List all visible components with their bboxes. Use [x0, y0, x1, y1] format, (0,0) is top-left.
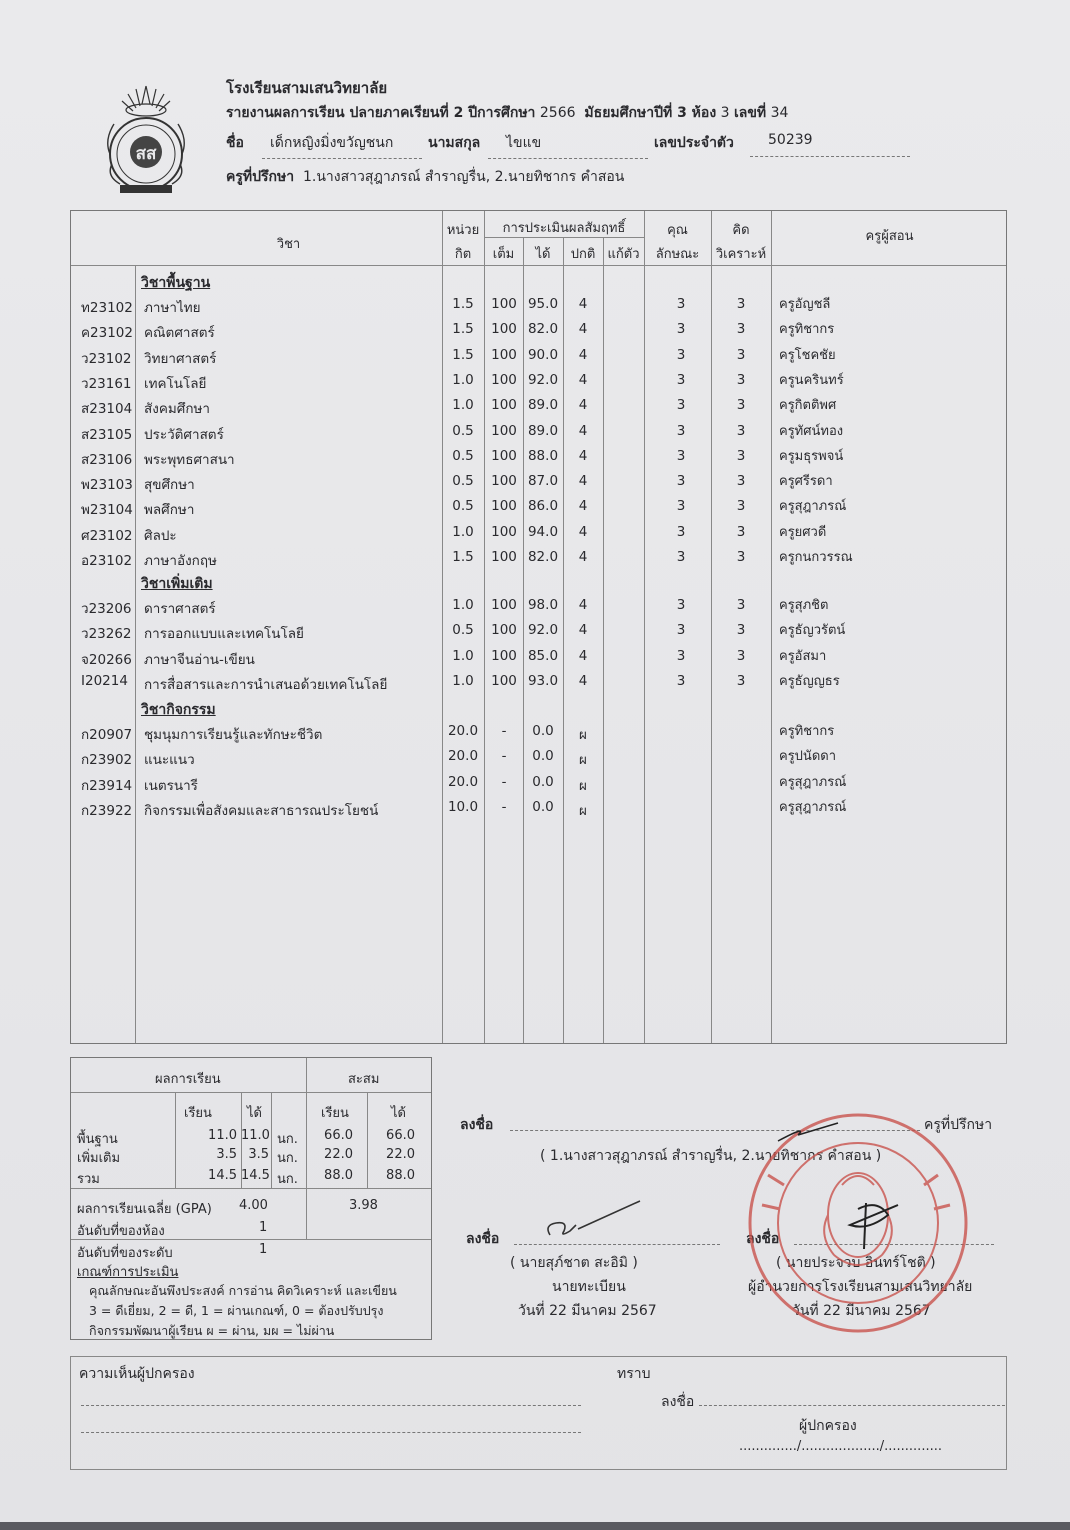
row-full-score: - — [501, 798, 507, 815]
row-full-score: 100 — [491, 672, 517, 689]
row-character: 3 — [676, 523, 686, 540]
row-teacher: ครูทัศน์ทอง — [779, 423, 844, 439]
row-character: 3 — [676, 622, 686, 639]
summary-learn: 11.0 — [208, 1128, 237, 1143]
parent-opinion-box — [70, 1356, 1007, 1470]
row-teacher: ครูทิชากร — [779, 724, 835, 739]
row-credit: 0.5 — [452, 622, 474, 639]
summary-got: 14.5 — [241, 1168, 270, 1183]
row-credit: 1.5 — [452, 346, 474, 363]
row-thinking: 3 — [736, 447, 746, 464]
section-activity: วิชากิจกรรม — [141, 702, 216, 718]
header-teacher: ครูผู้สอน — [865, 229, 914, 244]
table-row — [71, 498, 1006, 520]
gpa-value: 4.00 — [239, 1198, 268, 1213]
row-thinking: 3 — [736, 397, 746, 414]
row-grade: ผ — [579, 802, 587, 819]
row-grade: 4 — [578, 447, 588, 464]
row-subject-name: แนะแนว — [144, 752, 195, 769]
director-role: ผู้อำนวยการโรงเรียนสามเสนวิทยาลัย — [748, 1279, 973, 1295]
table-row — [71, 673, 1006, 695]
row-code: ศ23102 — [81, 527, 133, 544]
row-thinking: 3 — [736, 597, 746, 613]
row-character: 3 — [676, 422, 686, 439]
row-subject-name: ชุมนุมการเรียนรู้และทักษะชีวิต — [144, 727, 323, 743]
row-code: ว23262 — [81, 626, 132, 643]
row-code: ก20907 — [81, 727, 133, 743]
dotted-line — [750, 156, 910, 157]
row-teacher: ครูโชคชัย — [779, 347, 836, 363]
summary-box: ผลการเรียน สะสม เรียน ได้ เรียน ได้ พื้นฐาน 11.0 11.0 นก. 66.0 66.0 เพิ่มเติม 3.5 3.5 นก. 22.0 22.0 รวม 14.5 14.5 นก. 88.0 88.0 ผลการเรียนเฉลี่ย (GPA) 4.00 3.98 อันดับที่ของห้อง 1 อันดับที่ของระดับ 1 เกณฑ์การประเมิน คุณลักษณะอันพึงประสงค์ การอ่าน คิดวิเคราะห์ และเขียน 3 = ดีเยี่ยม, 2 = ดี, 1 = ผ่านเกณฑ์, 0 = ต้องปรับปรุง กิจกรรมพัฒนาผู้เรียน ผ = ผ่าน, มผ = ไม่ผ่าน — [70, 1057, 432, 1340]
row-score: 90.0 — [527, 346, 559, 363]
row-score: 94.0 — [527, 523, 559, 540]
parent-role: ผู้ปกครอง — [799, 1418, 857, 1434]
row-subject-name: วิทยาศาสตร์ — [144, 350, 217, 367]
row-grade: 4 — [578, 498, 588, 515]
row-credit: 20.0 — [447, 723, 479, 739]
header-fix: แก้ตัว — [607, 247, 640, 262]
row-full-score: - — [501, 773, 507, 790]
header-assessment: การประเมินผลสัมฤทธิ์ — [502, 221, 626, 236]
summary-acc-learn: 88.0 — [324, 1168, 353, 1183]
summary-learn: 3.5 — [216, 1147, 237, 1162]
student-id-label: เลขประจำตัว — [654, 135, 734, 151]
row-credit: 0.5 — [452, 447, 474, 464]
row-credit: 20.0 — [447, 748, 479, 765]
registrar-date: วันที่ 22 มีนาคม 2567 — [518, 1303, 657, 1319]
row-thinking: 3 — [736, 296, 746, 312]
row-subject-name: พลศึกษา — [144, 502, 195, 519]
row-score: 92.0 — [527, 622, 559, 639]
row-score: 89.0 — [527, 422, 559, 439]
director-date: วันที่ 22 มีนาคม 2567 — [792, 1303, 931, 1319]
header-full: เต็ม — [492, 247, 515, 262]
row-character: 3 — [676, 647, 686, 664]
row-character: 3 — [676, 346, 686, 363]
surname-label: นามสกุล — [428, 135, 481, 151]
advisor-signer-names: ( 1.นางสาวสุฎาภรณ์ สำราญรื่น, 2.นายทิชากร คำสอน ) — [540, 1148, 882, 1164]
row-code: ค23102 — [81, 325, 133, 342]
signature-line — [699, 1405, 1005, 1406]
row-thinking: 3 — [736, 473, 746, 490]
row-subject-name: เนตรนารี — [144, 777, 198, 794]
row-full-score: 100 — [491, 422, 517, 439]
row-score: 0.0 — [532, 723, 554, 739]
row-full-score: 100 — [491, 473, 517, 490]
header-got: ได้ — [535, 247, 551, 262]
grades-table: วิชา หน่วย กิต การประเมินผลสัมฤทธิ์ เต็ม ได้ ปกติ แก้ตัว คุณ ลักษณะ คิด วิเคราะห์ ครูผู้สอน วิชาพื้นฐาน วิชาเพิ่มเติม วิชากิจกรรม ท23102 ภาษาไทย 1.5 100 95.0 4 3 3 ครูอัญชลี ค23102 คณิตศาสตร์ 1.5 100 82.0 4 3 3 ครูทิชากร ว23102 วิทยาศาสตร์ 1.5 100 90.0 4 3 3 ครูโชคชัย ว23161 เทคโนโลยี 1.0 100 92.0 4 3 3 ครูนครินทร์ ส23104 สังคมศึกษา 1.0 100 89.0 4 3 3 ครูกิตติพศ ส23105 ประวัติศาสตร์ 0.5 100 89.0 4 3 3 ครูทัศน์ทอง ส23106 พระพุทธศาสนา 0.5 100 88.0 4 3 3 ครูมธุรพจน์ พ23103 สุขศึกษา 0.5 100 87.0 4 3 3 ครูศรีรดา พ23104 พลศึกษา 0.5 100 86.0 4 3 3 ครูสุฎาภรณ์ ศ23102 ศิลปะ 1.0 100 94.0 4 3 3 ครูยศวดี อ23102 ภาษาอังกฤษ 1.5 100 82.0 4 3 3 ครูกนกวรรณ ว23206 ดาราศาสตร์ 1.0 100 98.0 4 3 3 ครูสุภชิต ว23262 การออกแบบและเทคโนโลยี 0.5 100 92.0 4 3 3 ครูธัญวรัตน์ จ20266 ภาษาจีนอ่าน-เขียน 1.0 100 85.0 4 3 3 ครูอัสมา I20214 การสื่อสารและการนำเสนอด้วยเทคโนโลยี 1.0 100 93.0 4 3 3 ครูธัญญธร ก20907 ชุมนุมการเรียนรู้และทักษะชีวิต 20.0 - 0.0 ผ ครูทิชากร ก23902 แนะแนว 20.0 - 0.0 ผ ครูปนัดดา ก23914 เนตรนารี 20.0 - 0.0 ผ ครูสุฎาภรณ์ ก23922 กิจกรรมเพื่อสังคมและสาธารณประโยชน์ 10.0 - 0.0 ผ ครูสุฎาภรณ์ — [70, 210, 1007, 1044]
row-full-score: - — [501, 748, 507, 765]
summary-accum-label: สะสม — [348, 1072, 380, 1087]
row-teacher: ครูทิชากร — [779, 322, 835, 338]
advisor-role: ครูที่ปรึกษา — [924, 1117, 993, 1133]
row-score: 89.0 — [527, 397, 559, 414]
criteria-line: กิจกรรมพัฒนาผู้เรียน ผ = ผ่าน, มผ = ไม่ผ่าน — [89, 1323, 335, 1338]
section-additional: วิชาเพิ่มเติม — [141, 576, 213, 592]
row-grade: ผ — [579, 752, 587, 769]
summary-row-label: เพิ่มเติม — [77, 1151, 121, 1166]
row-credit: 0.5 — [452, 473, 474, 490]
row-grade: 4 — [578, 672, 588, 689]
header-unit: หน่วย — [446, 223, 480, 238]
row-teacher: ครูสุภชิต — [779, 598, 829, 613]
sign-label-advisor: ลงชื่อ — [460, 1117, 494, 1133]
summary-unit: นก. — [277, 1172, 298, 1187]
row-thinking: 3 — [736, 371, 746, 388]
row-teacher: ครูธัญวรัตน์ — [779, 623, 846, 639]
row-subject-name: พระพุทธศาสนา — [144, 451, 235, 468]
summary-row-label: พื้นฐาน — [77, 1132, 118, 1147]
row-credit: 0.5 — [452, 422, 474, 439]
director-name: ( นายประจวบ อินทร์โชติ ) — [776, 1255, 936, 1271]
row-credit: 0.5 — [452, 498, 474, 515]
rank-room-label: อันดับที่ของห้อง — [77, 1224, 165, 1239]
student-info-line — [226, 132, 244, 154]
row-grade: 4 — [578, 397, 588, 414]
row-teacher: ครูปนัดดา — [779, 749, 837, 765]
student-surname: ไขแข — [506, 135, 542, 151]
row-score: 93.0 — [527, 672, 559, 689]
row-subject-name: ประวัติศาสตร์ — [144, 426, 224, 443]
row-code: ส23104 — [81, 401, 133, 418]
opinion-line — [81, 1405, 581, 1406]
sign-label-director: ลงชื่อ — [746, 1231, 780, 1247]
row-credit: 10.0 — [447, 798, 479, 815]
row-subject-name: สุขศึกษา — [144, 477, 195, 494]
row-full-score: 100 — [491, 346, 517, 363]
row-score: 82.0 — [527, 321, 559, 338]
header-thinking: คิด — [732, 223, 750, 238]
dotted-line — [488, 158, 648, 159]
rank-level-value: 1 — [259, 1242, 268, 1257]
row-thinking: 3 — [736, 647, 746, 664]
row-score: 95.0 — [527, 296, 559, 312]
row-teacher: ครูศรีรดา — [779, 474, 833, 490]
table-row — [71, 723, 1006, 745]
header-normal: ปกติ — [570, 247, 596, 262]
row-character: 3 — [676, 597, 686, 613]
row-subject-name: เทคโนโลยี — [144, 375, 207, 392]
row-grade: ผ — [579, 727, 587, 743]
row-teacher: ครูสุฎาภรณ์ — [779, 799, 847, 815]
row-subject-name: การสื่อสารและการนำเสนอด้วยเทคโนโลยี — [144, 676, 388, 693]
summary-got: 3.5 — [248, 1147, 269, 1162]
row-code: ก23902 — [81, 752, 133, 769]
summary-row-label: รวม — [77, 1172, 100, 1187]
row-code: ว23206 — [81, 601, 132, 617]
row-thinking: 3 — [736, 346, 746, 363]
row-subject-name: การออกแบบและเทคโนโลยี — [144, 626, 304, 643]
row-code: พ23104 — [81, 502, 133, 519]
row-character: 3 — [676, 371, 686, 388]
row-character: 3 — [676, 296, 686, 312]
row-score: 85.0 — [527, 647, 559, 664]
row-thinking: 3 — [736, 422, 746, 439]
row-credit: 1.5 — [452, 549, 474, 565]
table-row — [71, 648, 1006, 670]
advisor-line: ครูที่ปรึกษา 1.นางสาวสุฎาภรณ์ สำราญรื่น, 2.นายทิชากร คำสอน — [226, 169, 625, 185]
row-grade: 4 — [578, 523, 588, 540]
row-teacher: ครูอัญชลี — [779, 297, 831, 312]
table-row — [71, 799, 1006, 821]
page-bottom-edge — [0, 1522, 1070, 1530]
row-full-score: 100 — [491, 597, 517, 613]
student-id: 50239 — [768, 132, 813, 148]
row-credit: 1.5 — [452, 321, 474, 338]
row-full-score: 100 — [491, 296, 517, 312]
summary-acc-got: 66.0 — [386, 1128, 415, 1143]
summary-unit: นก. — [277, 1132, 298, 1147]
row-full-score: 100 — [491, 647, 517, 664]
student-first-name: เด็กหญิงมิ่งขวัญชนก — [270, 135, 394, 151]
row-character: 3 — [676, 498, 686, 515]
opinion-line — [81, 1432, 581, 1433]
row-grade: 4 — [578, 422, 588, 439]
table-row — [71, 597, 1006, 619]
registrar-signature-mark — [540, 1195, 660, 1245]
rank-room-value: 1 — [259, 1220, 268, 1235]
row-credit: 1.0 — [452, 523, 474, 540]
row-grade: 4 — [578, 473, 588, 490]
row-full-score: - — [501, 723, 507, 739]
row-score: 0.0 — [532, 773, 554, 790]
row-full-score: 100 — [491, 447, 517, 464]
name-label: ชื่อ — [226, 135, 244, 151]
row-subject-name: ภาษาอังกฤษ — [144, 553, 217, 569]
row-code: I20214 — [81, 672, 128, 689]
row-score: 98.0 — [527, 597, 559, 613]
row-teacher: ครูยศวดี — [779, 524, 827, 540]
row-code: ส23105 — [81, 426, 133, 443]
row-credit: 1.0 — [452, 672, 474, 689]
row-thinking: 3 — [736, 549, 746, 565]
gpa-label: ผลการเรียนเฉลี่ย (GPA) — [77, 1202, 212, 1217]
row-score: 87.0 — [527, 473, 559, 490]
acknowledged-label: ทราบ — [617, 1366, 651, 1382]
row-code: ท23102 — [81, 300, 133, 316]
row-character: 3 — [676, 473, 686, 490]
section-basic: วิชาพื้นฐาน — [141, 275, 211, 291]
row-credit: 1.5 — [452, 296, 474, 312]
row-code: อ23102 — [81, 553, 133, 569]
row-character: 3 — [676, 321, 686, 338]
row-grade: ผ — [579, 777, 587, 794]
table-row — [71, 372, 1006, 394]
row-score: 88.0 — [527, 447, 559, 464]
table-row — [71, 321, 1006, 343]
parent-opinion-label: ความเห็นผู้ปกครอง — [79, 1366, 195, 1382]
row-code: ส23106 — [81, 451, 133, 468]
rank-level-label: อันดับที่ของระดับ — [77, 1246, 173, 1261]
registrar-role: นายทะเบียน — [552, 1279, 626, 1295]
header-character: คุณ — [667, 223, 688, 238]
row-subject-name: ศิลปะ — [144, 527, 177, 544]
row-thinking: 3 — [736, 672, 746, 689]
row-teacher: ครูสุฎาภรณ์ — [779, 499, 847, 515]
school-emblem-logo — [96, 80, 196, 198]
row-grade: 4 — [578, 622, 588, 639]
row-full-score: 100 — [491, 321, 517, 338]
table-row — [71, 296, 1006, 318]
row-code: ว23102 — [81, 350, 132, 367]
row-code: ว23161 — [81, 375, 132, 392]
row-subject-name: คณิตศาสตร์ — [144, 325, 215, 342]
row-grade: 4 — [578, 346, 588, 363]
summary-result-label: ผลการเรียน — [155, 1072, 221, 1087]
row-score: 86.0 — [527, 498, 559, 515]
row-code: จ20266 — [81, 651, 132, 668]
row-code: ก23922 — [81, 802, 133, 819]
table-row — [71, 549, 1006, 571]
school-name: โรงเรียนสามเสนวิทยาลัย — [226, 79, 388, 97]
row-thinking: 3 — [736, 622, 746, 639]
gpa-accumulated: 3.98 — [349, 1198, 378, 1213]
row-code: พ23103 — [81, 477, 133, 494]
parent-sign-label: ลงชื่อ — [661, 1394, 695, 1410]
row-score: 92.0 — [527, 371, 559, 388]
dotted-line — [262, 158, 422, 159]
row-subject-name: กิจกรรมเพื่อสังคมและสาธารณประโยชน์ — [144, 802, 379, 819]
row-character: 3 — [676, 447, 686, 464]
summary-acc-learn: 66.0 — [324, 1128, 353, 1143]
row-full-score: 100 — [491, 397, 517, 414]
criteria-line: 3 = ดีเยี่ยม, 2 = ดี, 1 = ผ่านเกณฑ์, 0 = ต้องปรับปรุง — [89, 1303, 384, 1318]
row-character: 3 — [676, 672, 686, 689]
header-subject: วิชา — [276, 237, 301, 252]
official-school-stamp-seal — [738, 1105, 978, 1340]
row-subject-name: ดาราศาสตร์ — [144, 601, 216, 617]
row-full-score: 100 — [491, 498, 517, 515]
row-character: 3 — [676, 397, 686, 414]
row-full-score: 100 — [491, 549, 517, 565]
row-teacher: ครูสุฎาภรณ์ — [779, 774, 847, 790]
row-code: ก23914 — [81, 777, 133, 794]
row-thinking: 3 — [736, 498, 746, 515]
row-grade: 4 — [578, 296, 588, 312]
row-score: 0.0 — [532, 748, 554, 765]
summary-unit: นก. — [277, 1151, 298, 1166]
row-full-score: 100 — [491, 371, 517, 388]
row-credit: 1.0 — [452, 597, 474, 613]
row-subject-name: ภาษาไทย — [144, 300, 201, 316]
row-score: 82.0 — [527, 549, 559, 565]
summary-learn: 14.5 — [208, 1168, 237, 1183]
row-credit: 1.0 — [452, 397, 474, 414]
table-row — [71, 397, 1006, 419]
criteria-line: คุณลักษณะอันพึงประสงค์ การอ่าน คิดวิเคราะห์ และเขียน — [89, 1283, 397, 1298]
row-teacher: ครูกิตติพศ — [779, 398, 837, 414]
row-character: 3 — [676, 549, 686, 565]
svg-text:สส: สส — [135, 144, 157, 164]
table-row — [71, 524, 1006, 546]
row-teacher: ครูอัสมา — [779, 648, 827, 664]
table-row — [71, 448, 1006, 470]
row-credit: 1.0 — [452, 647, 474, 664]
table-row — [71, 423, 1006, 445]
table-row — [71, 748, 1006, 770]
row-teacher: ครูกนกวรรณ — [779, 550, 853, 565]
row-credit: 20.0 — [447, 773, 479, 790]
summary-got: 11.0 — [241, 1128, 270, 1143]
row-credit: 1.0 — [452, 371, 474, 388]
row-subject-name: ภาษาจีนอ่าน-เขียน — [144, 651, 255, 668]
row-thinking: 3 — [736, 523, 746, 540]
summary-acc-got: 22.0 — [386, 1147, 415, 1162]
table-row — [71, 774, 1006, 796]
row-grade: 4 — [578, 371, 588, 388]
table-row — [71, 473, 1006, 495]
row-grade: 4 — [578, 549, 588, 565]
row-teacher: ครูนครินทร์ — [779, 372, 844, 388]
row-thinking: 3 — [736, 321, 746, 338]
parent-date-blank: ............../.................../.............. — [739, 1439, 942, 1454]
row-subject-name: สังคมศึกษา — [144, 401, 210, 418]
row-grade: 4 — [578, 597, 588, 613]
criteria-title: เกณฑ์การประเมิน — [77, 1265, 179, 1280]
row-grade: 4 — [578, 647, 588, 664]
row-full-score: 100 — [491, 622, 517, 639]
row-full-score: 100 — [491, 523, 517, 540]
sign-label-registrar: ลงชื่อ — [466, 1231, 500, 1247]
row-teacher: ครูมธุรพจน์ — [779, 448, 844, 464]
row-teacher: ครูธัญญธร — [779, 673, 840, 689]
summary-acc-learn: 22.0 — [324, 1147, 353, 1162]
row-grade: 4 — [578, 321, 588, 338]
summary-acc-got: 88.0 — [386, 1168, 415, 1183]
row-score: 0.0 — [532, 798, 554, 815]
registrar-name: ( นายสุภ์ชาต สะอิมิ ) — [510, 1255, 638, 1271]
report-title: รายงานผลการเรียน ปลายภาคเรียนที่ 2 ปีการศึกษา 2566 มัธยมศึกษาปีที่ 3 ห้อง 3 เลขที่ 34 — [226, 105, 789, 121]
table-row — [71, 347, 1006, 369]
table-row — [71, 622, 1006, 644]
